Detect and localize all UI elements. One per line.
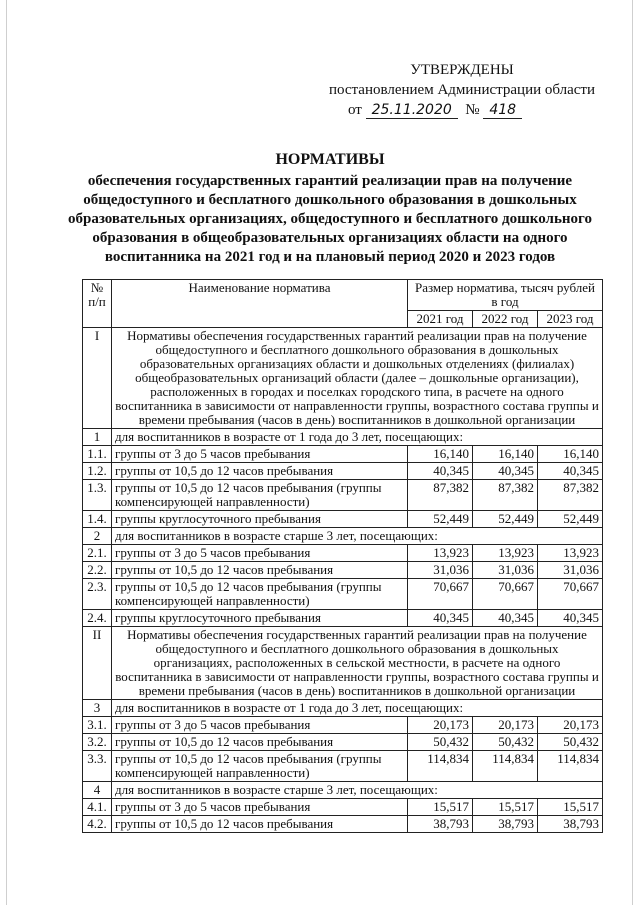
section-number: II — [83, 627, 112, 700]
row-name: группы от 10,5 до 12 часов пребывания (группы компенсирующей направленности) — [112, 579, 408, 610]
table-row — [83, 816, 603, 833]
table-row — [83, 717, 603, 734]
section-description: Нормативы обеспечения государственных гарантий реализации прав на получение общедоступного и бесплатного дошкольного образования в дошкольных образовательных организациях области и дошкольных отделениях (филиалах) общеобразовательных организаций области (далее – дошкольные организации), расположенных в городах и поселках городского типа, в расчете на одного воспитанника в зависимости от направленности группы, возрастного состава группы и времени пребывания (часов в день) воспитанников в дошкольной организации — [112, 328, 603, 429]
table-row — [83, 610, 603, 627]
group-number: 2 — [83, 528, 112, 545]
approval-number: 418 — [483, 102, 522, 119]
value-2021: 15,517 — [408, 799, 473, 816]
header-size: Размер норматива, тысяч рублей в год — [408, 280, 603, 311]
value-2023: 15,517 — [538, 799, 603, 816]
value-2023: 40,345 — [538, 463, 603, 480]
approval-date-line — [322, 100, 602, 120]
value-2023: 70,667 — [538, 579, 603, 610]
row-name: группы от 3 до 5 часов пребывания — [112, 545, 408, 562]
value-2021: 40,345 — [408, 463, 473, 480]
table-row — [83, 799, 603, 816]
row-number: 4.1. — [83, 799, 112, 816]
value-2021: 20,173 — [408, 717, 473, 734]
group-number: 4 — [83, 782, 112, 799]
row-number: 2.2. — [83, 562, 112, 579]
row-number: 3.3. — [83, 751, 112, 782]
table-group-row — [83, 429, 603, 446]
value-2022: 114,834 — [473, 751, 538, 782]
table-group-row — [83, 700, 603, 717]
table-header-row — [83, 280, 603, 311]
value-2023: 38,793 — [538, 816, 603, 833]
row-name: группы от 10,5 до 12 часов пребывания — [112, 463, 408, 480]
header-num: № п/п — [83, 280, 112, 328]
norms-table — [82, 279, 603, 833]
document-title — [60, 150, 600, 267]
row-number: 1.1. — [83, 446, 112, 463]
number-label: № — [465, 102, 480, 118]
value-2021: 50,432 — [408, 734, 473, 751]
row-name: группы от 10,5 до 12 часов пребывания — [112, 734, 408, 751]
approval-authority: постановлением Администрации области — [328, 82, 596, 98]
title-heading: НОРМАТИВЫ — [275, 151, 385, 168]
table-row — [83, 480, 603, 511]
value-2023: 87,382 — [538, 480, 603, 511]
table-row — [83, 446, 603, 463]
value-2023: 13,923 — [538, 545, 603, 562]
row-number: 2.1. — [83, 545, 112, 562]
row-name: группы круглосуточного пребывания — [112, 610, 408, 627]
value-2021: 87,382 — [408, 480, 473, 511]
table-row — [83, 511, 603, 528]
value-2023: 40,345 — [538, 610, 603, 627]
value-2022: 38,793 — [473, 816, 538, 833]
row-name: группы от 3 до 5 часов пребывания — [112, 717, 408, 734]
table-row — [83, 545, 603, 562]
row-name: группы от 10,5 до 12 часов пребывания — [112, 816, 408, 833]
value-2022: 70,667 — [473, 579, 538, 610]
row-name: группы от 10,5 до 12 часов пребывания (группы компенсирующей направленности) — [112, 480, 408, 511]
section-description: Нормативы обеспечения государственных гарантий реализации прав на получение общедоступного и бесплатного дошкольного образования в дошкольных организациях, расположенных в сельской местности, в расчете на одного воспитанника в зависимости от направленности группы, возрастного состава группы и времени пребывания (часов в день) воспитанников в дошкольной организации — [112, 627, 603, 700]
row-number: 3.1. — [83, 717, 112, 734]
row-number: 1.3. — [83, 480, 112, 511]
row-name: группы круглосуточного пребывания — [112, 511, 408, 528]
approval-heading: УТВЕРЖДЕНЫ — [410, 62, 514, 78]
table-section-row — [83, 328, 603, 429]
section-number: I — [83, 328, 112, 429]
row-name: группы от 3 до 5 часов пребывания — [112, 446, 408, 463]
group-number: 1 — [83, 429, 112, 446]
value-2023: 16,140 — [538, 446, 603, 463]
approval-block — [322, 60, 602, 120]
header-year-1: 2021 год — [408, 311, 473, 328]
table-row — [83, 579, 603, 610]
value-2021: 40,345 — [408, 610, 473, 627]
row-name: группы от 10,5 до 12 часов пребывания (группы компенсирующей направленности) — [112, 751, 408, 782]
value-2022: 31,036 — [473, 562, 538, 579]
table-row — [83, 734, 603, 751]
value-2023: 20,173 — [538, 717, 603, 734]
row-number: 1.2. — [83, 463, 112, 480]
value-2022: 16,140 — [473, 446, 538, 463]
header-year-3: 2023 год — [538, 311, 603, 328]
table-row — [83, 562, 603, 579]
group-description: для воспитанников в возрасте старше 3 лет, посещающих: — [112, 782, 603, 799]
row-number: 1.4. — [83, 511, 112, 528]
value-2022: 87,382 — [473, 480, 538, 511]
header-year-2: 2022 год — [473, 311, 538, 328]
row-name: группы от 10,5 до 12 часов пребывания — [112, 562, 408, 579]
value-2022: 20,173 — [473, 717, 538, 734]
approval-date: 25.11.2020 — [366, 102, 458, 119]
table-row — [83, 751, 603, 782]
from-label: от — [348, 102, 362, 118]
group-description: для воспитанников в возрасте от 1 года до 3 лет, посещающих: — [112, 700, 603, 717]
value-2022: 15,517 — [473, 799, 538, 816]
value-2023: 114,834 — [538, 751, 603, 782]
value-2022: 13,923 — [473, 545, 538, 562]
row-name: группы от 3 до 5 часов пребывания — [112, 799, 408, 816]
table-group-row — [83, 782, 603, 799]
group-description: для воспитанников в возрасте от 1 года до 3 лет, посещающих: — [112, 429, 603, 446]
value-2022: 40,345 — [473, 463, 538, 480]
value-2021: 31,036 — [408, 562, 473, 579]
group-description: для воспитанников в возрасте старше 3 лет, посещающих: — [112, 528, 603, 545]
scan-edge-right — [632, 0, 633, 905]
value-2021: 70,667 — [408, 579, 473, 610]
row-number: 3.2. — [83, 734, 112, 751]
row-number: 4.2. — [83, 816, 112, 833]
value-2021: 38,793 — [408, 816, 473, 833]
title-subheading: обеспечения государственных гарантий реализации прав на получение общедоступного и бесплатного дошкольного образования в дошкольных образовательных организациях, общедоступного и бесплатного дошкольного образования в общеобразовательных организациях области на одного воспитанника на 2021 год и на плановый период 2020 и 2023 годов — [68, 173, 592, 265]
value-2022: 40,345 — [473, 610, 538, 627]
value-2023: 52,449 — [538, 511, 603, 528]
row-number: 2.4. — [83, 610, 112, 627]
table-section-row — [83, 627, 603, 700]
value-2021: 114,834 — [408, 751, 473, 782]
row-number: 2.3. — [83, 579, 112, 610]
value-2021: 52,449 — [408, 511, 473, 528]
value-2022: 50,432 — [473, 734, 538, 751]
header-name: Наименование норматива — [112, 280, 408, 328]
scan-edge-left — [6, 0, 7, 905]
value-2023: 31,036 — [538, 562, 603, 579]
value-2021: 13,923 — [408, 545, 473, 562]
table-group-row — [83, 528, 603, 545]
table-row — [83, 463, 603, 480]
value-2022: 52,449 — [473, 511, 538, 528]
group-number: 3 — [83, 700, 112, 717]
value-2023: 50,432 — [538, 734, 603, 751]
value-2021: 16,140 — [408, 446, 473, 463]
